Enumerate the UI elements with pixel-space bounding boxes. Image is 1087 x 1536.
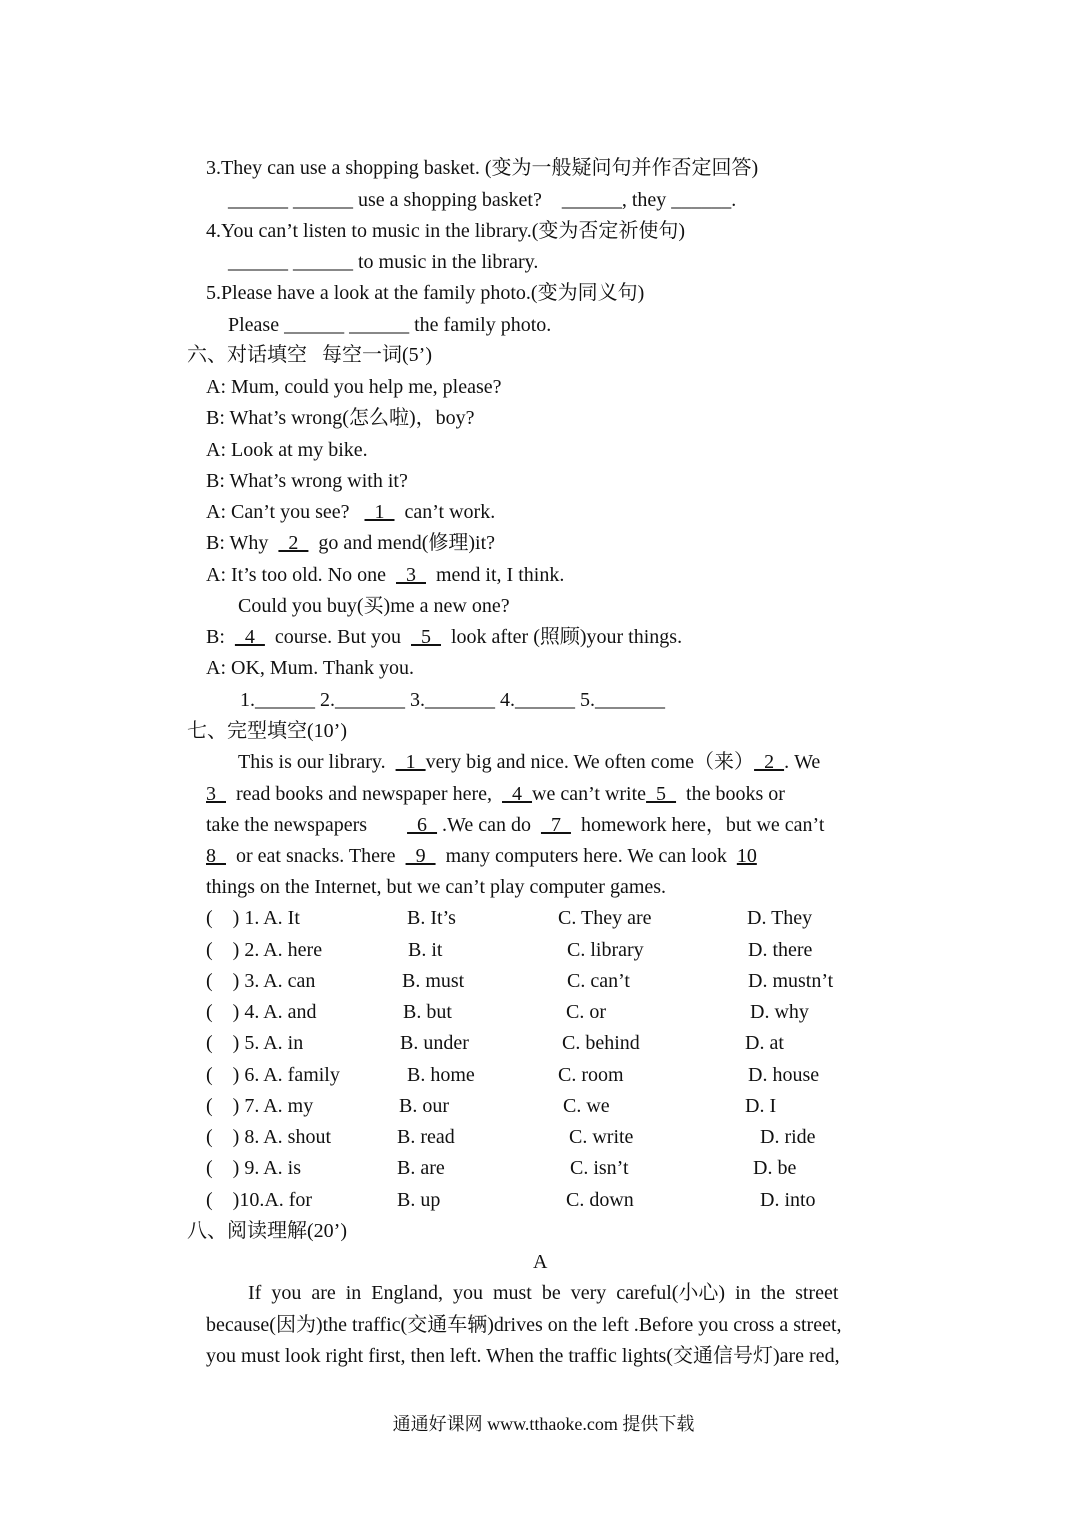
section-6-heading: 六、对话填空 每空一词(5’)	[187, 344, 432, 366]
blank-4: 4	[234, 626, 265, 648]
dialog-line-4: B: What’s wrong with it?	[206, 470, 408, 492]
q4-answer-line: ______ ______ to music in the library.	[228, 251, 539, 273]
footer-watermark: 通通好课网 www.tthaoke.com 提供下载	[392, 1414, 695, 1434]
section-8-heading: 八、阅读理解(20’)	[187, 1220, 347, 1242]
q4-text: 4.You can’t listen to music in the library.(变为否定祈使句)	[206, 220, 686, 242]
cloze-line-2: 3 read books and newspaper here, 4 we can’t write 5 the books or	[206, 783, 785, 805]
cloze-line-3: take the newspapers 6 .We can do 7 homework here，but we can’t	[206, 814, 825, 836]
dialog-line-6: B: Why 2 go and mend(修理)it?	[206, 532, 496, 554]
cloze-line-5: things on the Internet, but we can’t play computer games.	[206, 876, 667, 898]
dialog-line-10: A: OK, Mum. Thank you.	[206, 657, 414, 679]
cloze-line-1: This is our library. 1 very big and nice. We often come（来） 2 . We	[238, 751, 821, 773]
reading-line-2: because(因为)the traffic(交通车辆)drives on the left .Before you cross a street,	[206, 1314, 842, 1336]
dialog-answer-blanks: 1.______ 2._______ 3._______ 4.______ 5._______	[240, 689, 665, 711]
blank-5: 5	[411, 626, 441, 648]
dialog-line-1: A: Mum, could you help me, please?	[206, 376, 502, 398]
q5-text: 5.Please have a look at the family photo.(变为同义句)	[206, 282, 645, 304]
dialog-line-5: A: Can’t you see? 1 can’t work.	[206, 501, 496, 523]
dialog-line-7: A: It’s too old. No one 3 mend it, I think.	[206, 564, 565, 586]
cloze-line-4: 8 or eat snacks. There 9 many computers here. We can look 10	[206, 845, 757, 867]
section-7-heading: 七、完型填空(10’)	[187, 720, 347, 742]
dialog-line-9: B: 4 course. But you 5 look after (照顾)your things.	[206, 626, 683, 648]
dialog-line-8: Could you buy(买)me a new one?	[238, 595, 510, 617]
dialog-line-2: B: What’s wrong(怎么啦)，boy?	[206, 407, 475, 429]
blank-1: 1	[364, 501, 395, 523]
q5-answer-line: Please ______ ______ the family photo.	[228, 314, 552, 336]
dialog-line-3: A: Look at my bike.	[206, 439, 368, 461]
q3-answer-line: ______ ______ use a shopping basket? ______, they ______.	[228, 189, 737, 211]
blank-3: 3	[396, 564, 426, 586]
reading-line-3: you must look right first, then left. When the traffic lights(交通信号灯)are red,	[206, 1345, 840, 1367]
passage-label: A	[533, 1251, 548, 1273]
reading-line-1: If you are in England, you must be very careful(小心) in the street	[248, 1282, 839, 1304]
blank-2: 2	[278, 532, 309, 554]
q3-text: 3.They can use a shopping basket. (变为一般疑问句并作否定回答)	[206, 157, 759, 179]
